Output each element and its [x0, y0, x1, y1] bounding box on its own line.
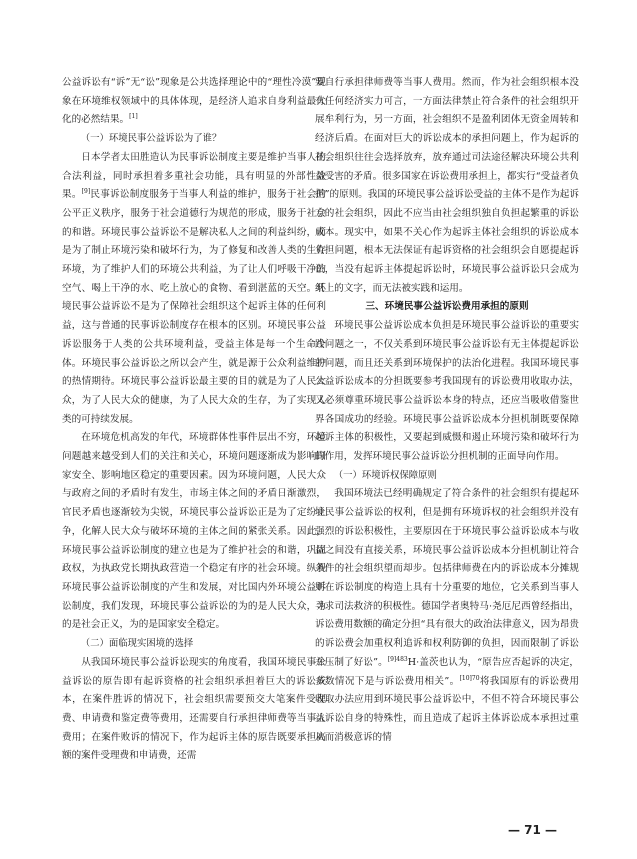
paragraph: 日本学者太田胜造认为民事诉讼制度主要是维护当事人的合法利益，同时承担着多重社会功能，具有明显的外部性效果。[9]民事诉讼制度服务于当事人利益的维护，服务于社会的公平正义秩序，服务于社会道德行为规范的形成，服务于社会的和谐。环境民事公益诉讼不是解决私人之间的利益纠纷，而是为了制止环境污染和破坏行为，为了修复和改善人类的生存环境，为了维护人们的环境公共利益，为了让人们呼吸干净的空气、喝上干净的水、吃上放心的食物、看到湛蓝的天空。环境民事公益诉讼不是为了保障社会组织这个起诉主体的任何利益，这与普通的民事诉讼制度存在根本的区别。环境民事公益诉讼服务于人类的公共环境利益，受益主体是每一个生命个体。环境民事公益诉讼之所以会产生，就是源于公众利益维护的热情期待。环境民事公益诉讼最主要的目的就是为了人民大众，为了人民大众的健康，为了人民大众的生存，为了实现人类的可持续发展。	[62, 151, 327, 425]
left-column	[62, 74, 326, 766]
paragraph: 我国环境法已经明确规定了符合条件的社会组织有提起环境民事公益诉讼的权利，但是拥有环境诉权的社会组织并没有强烈的诉讼积极性，主要原因在于环境民事公益诉讼成本与收益之间没有直接关系，环境民事公益诉讼成本分担机制让符合条件的社会组织望而却步。包括律师费在内的诉讼成本分摊规则在诉讼制度的构造上具有十分重要的地位，它关系到当事人寻求司法救济的积极性。德国学者奥特马·尧厄尼西曾经指出，诉讼费用数额的确定分担“具有很大的政治法律意义，因为昂贵的诉讼费会加重权利追诉和权利防御的负担，因而限制了诉讼并压制了好讼”。$^{[9]483}$H·盖茨也认为，“原告应否起诉的决定，多数情况下是与诉讼费用相关”。$^{[10]70}$将我国原有的诉讼费用收取办法应用到环境民事公益诉讼中，不但不符合环境民事公益诉讼自身的特殊性，而且造成了起诉主体诉讼成本承担过重从而消极意诉的情	[315, 488, 580, 743]
subsection-heading: （一）环境民事公益诉讼为了谁？	[80, 133, 222, 145]
subsection-heading: （二）面临现实困境的选择	[80, 638, 194, 650]
section-heading: 三、环境民事公益诉讼费用承担的原则	[365, 301, 529, 313]
paragraph: 公益诉讼有“诉”无“讼”现象是公共选择理论中的“理性冷漠”现象在环境维权领域中的具体体现，是经济人追求自身利益最大化的必然结果。[1]	[62, 77, 326, 126]
right-column	[315, 74, 579, 747]
citation: [10]70	[459, 674, 480, 682]
paragraph: 环境民事公益诉讼成本负担是环境民事公益诉讼的重要实践问题之一，不仅关系到环境民事公益诉讼有无主体提起诉讼的问题，而且还关系到环境保护的法治化进程。我国环境民事公益诉讼成本的分担既要参考我国现有的诉讼费用收取办法，又必须尊重环境民事公益诉讼本身的特点，还应当吸收借鉴世界各国成功的经验。环境民事公益诉讼成本分担机制既要保障起诉主体的积极性，又要起到威慑和遏止环境污染和破坏行为的作用，发挥环境民事公益诉讼分担机制的正面导向作用。	[315, 320, 579, 463]
paragraph: 要自行承担律师费等当事人费用。然而，作为社会组织根本没有任何经济实力可言，一方面法律禁止符合条件的社会组织开展牟利行为，另一方面，社会组织不是盈利团体无资金周转和经济后盾。在面对巨大的诉讼成本的承担问题上，作为起诉的社会组织往往会选择放弃，放弃通过司法途径解决环境公共利益受害的矛盾。很多国家在诉讼费用承担上，都实行“受益者负担”的原则。我国的环境民事公益诉讼受益的主体不是作为起诉方的社会组织，因此不应当由社会组织独自负担起繁重的诉讼成本。现实中，如果不关心作为起诉主体社会组织的诉讼成本负担问题，根本无法保证有起诉资格的社会组织会自愿提起诉讼，当没有起诉主体提起诉讼时，环境民事公益诉讼只会成为纸上的文字，而无法被实践和运用。	[315, 77, 579, 294]
citation: [1]	[129, 113, 138, 121]
citation: [9]	[81, 188, 91, 196]
paragraph: 在环境危机高发的年代，环境群体性事件层出不穷，环境问题越来越受到人们的关注和关心，环境问题逐渐成为影响国家安全、影响地区稳定的重要因素。因为环境问题，人民大众与政府之间的矛盾时有发生，市场主体之间的矛盾日渐激烈，官民矛盾也逐渐较为尖锐，环境民事公益诉讼正是为了定纷止争，化解人民大众与破坏环境的主体之间的紧张关系。因此，环境民事公益诉讼制度的建立也是为了维护社会的和谐，巩固政权，为执政党长期执政营造一个稳定有序的社会环境。纵观环境民事公益诉讼制度的产生和发展，对比国内外环境公益诉讼制度，我们发现，环境民事公益诉讼的为的是人民大众，为的是社会正义，为的是国家安全稳定。	[62, 432, 326, 631]
citation: [9]483	[387, 655, 408, 663]
paragraph: 从我国环境民事公益诉讼现实的角度看，我国环境民事公益诉讼的原告即有起诉资格的社会组织承担着巨大的诉讼成本，在案件胜诉的情况下，社会组织需要预交大笔案件受理费、申请费和鉴定费等费用，还需要自行承担律师费等当事人费用；在案件败诉的情况下，作为起诉主体的原告既要承担高额的案件受理费和申请费，还需	[62, 656, 326, 762]
subsection-heading: （一）环境诉权保障原则	[333, 469, 437, 481]
page-number: — 71 —	[508, 823, 558, 837]
